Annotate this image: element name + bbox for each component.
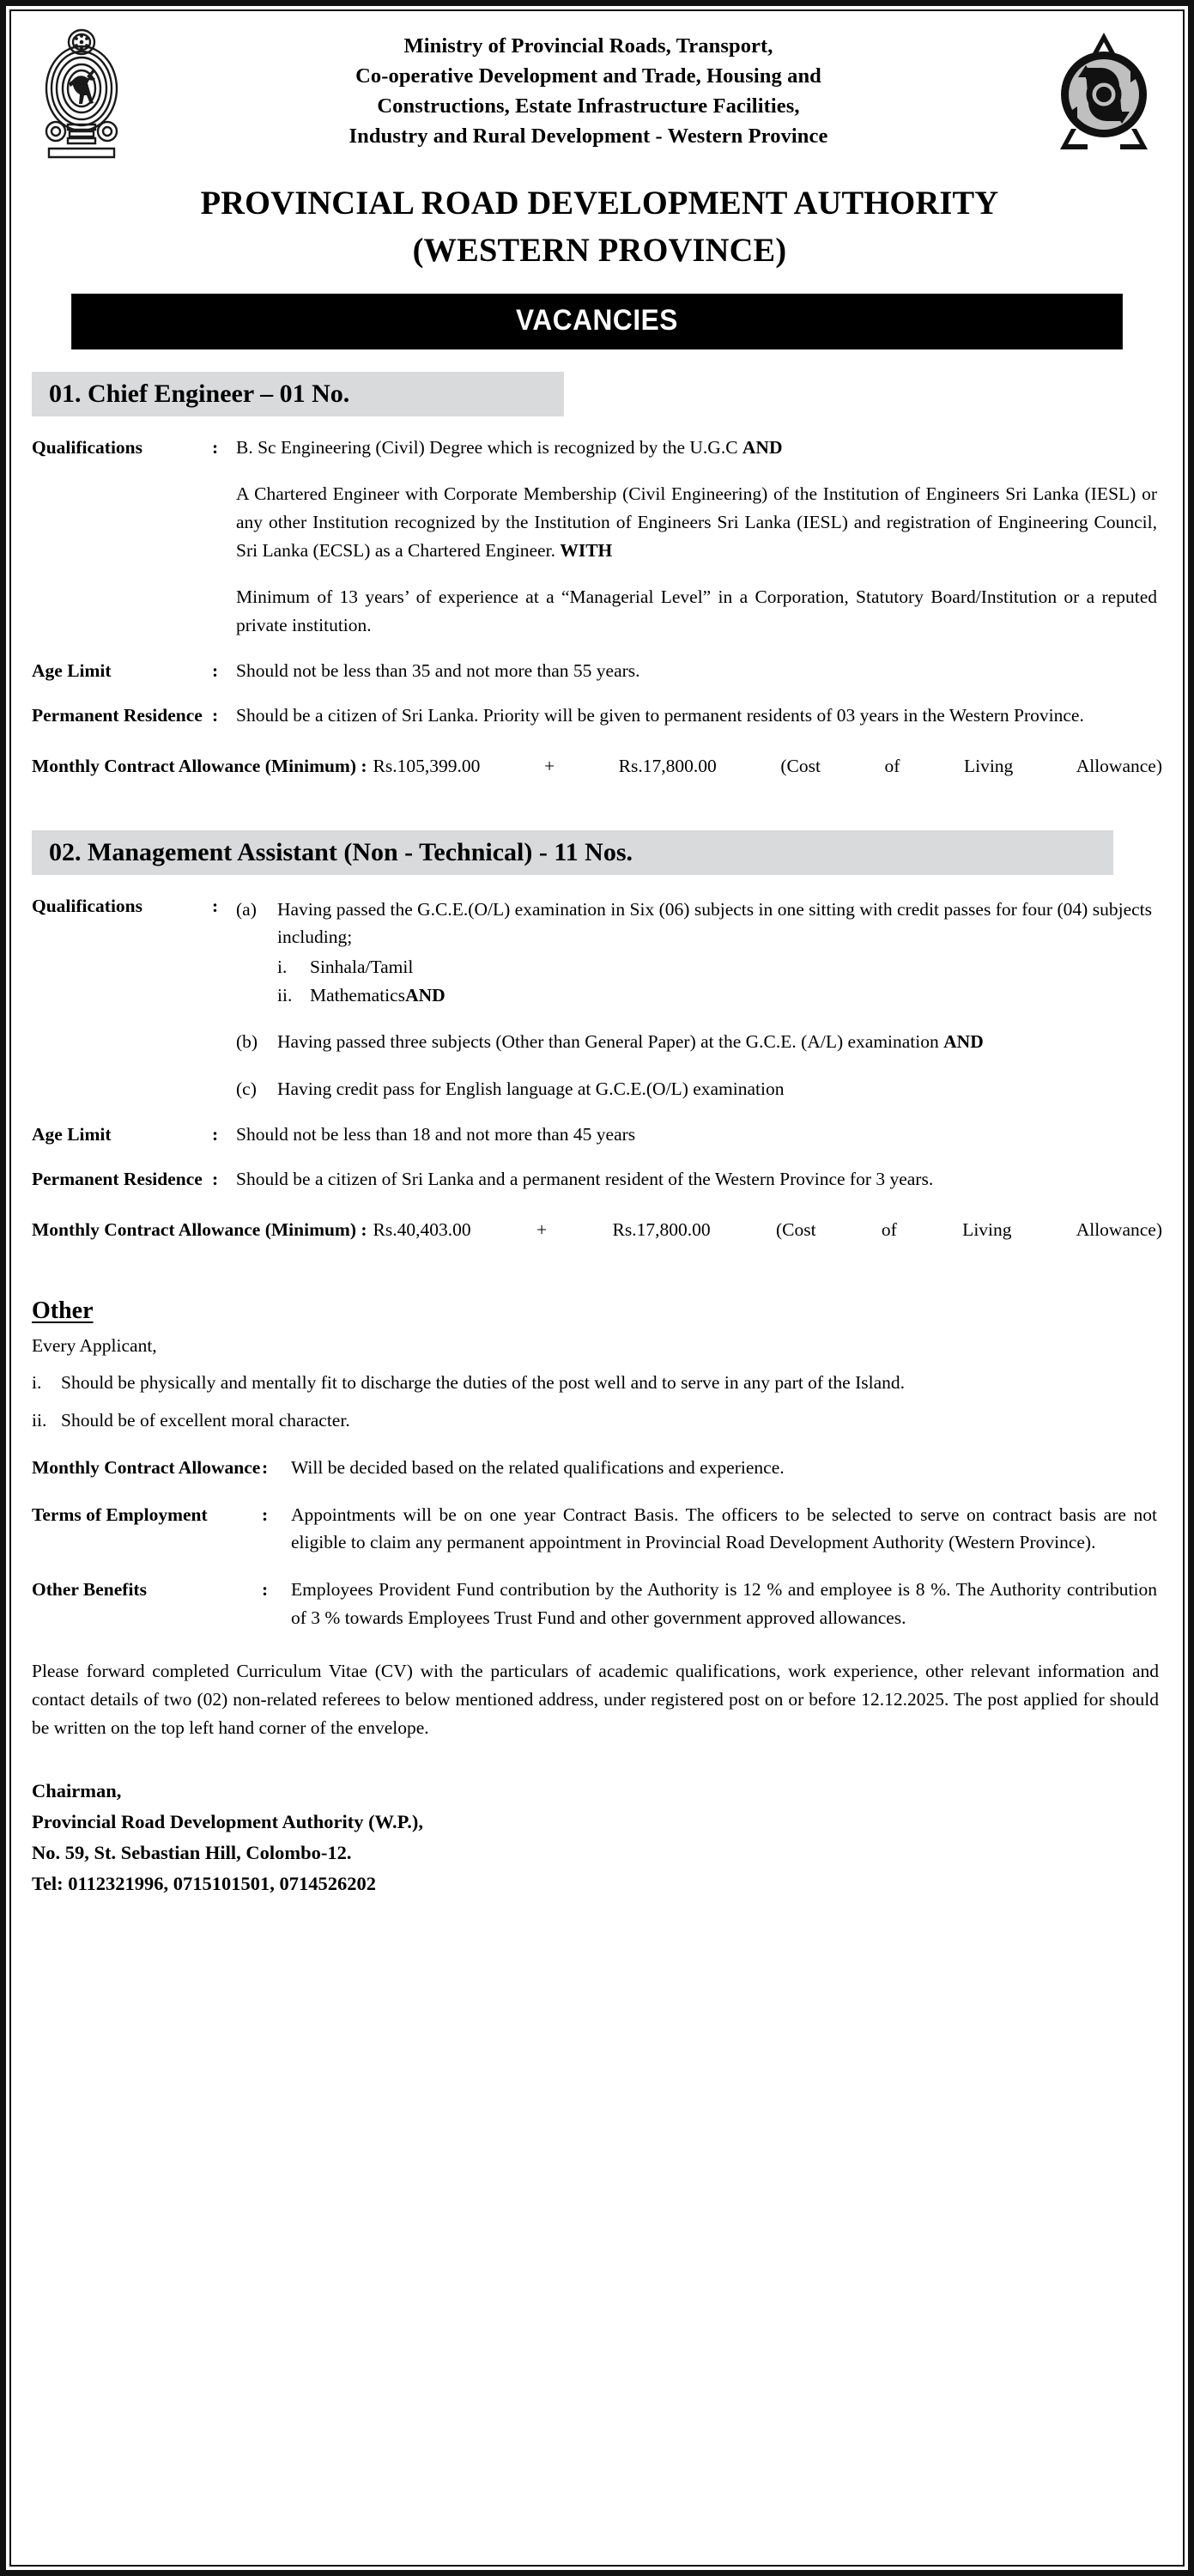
- post-2-qualifications-colon: :: [212, 895, 219, 916]
- post-2-qual-a-roman-ii-text: Mathematics: [310, 984, 406, 1005]
- notice-body: [30, 372, 1164, 1899]
- post-2-qual-c-text: Having credit pass for English language at G.C.E.(O/L) examination: [277, 1078, 785, 1099]
- post-1-qual-para-2-text: A Chartered Engineer with Corporate Membership (Civil Engineering) of the Institution of Engineers Sri Lanka (IESL) or any other Institution recognized by the Institution of Engineers Sri Lanka (IESL) and registration of Engineering Council, Sri Lanka (ECSL) as a Chartered Engineer.: [236, 483, 1157, 561]
- post-2-allowance-row: [32, 1216, 1162, 1272]
- vacancies-banner: VACANCIES: [71, 294, 1123, 349]
- post-2-qual-b-and: AND: [943, 1031, 984, 1053]
- other-benefits-label: Other Benefits: [32, 1578, 147, 1600]
- page-title: [39, 179, 1155, 275]
- signature-line-2: Provincial Road Development Authority (W.P.),: [32, 1811, 424, 1833]
- post-2-qualifications-value: [236, 892, 1162, 1103]
- post-2-residence-label: Permanent Residence: [32, 1169, 203, 1190]
- post-1-age-row: [32, 657, 1162, 685]
- post-2-qual-a-text: Having passed the G.C.E.(O/L) examination in Six (06) subjects in one sitting with credit passes for four (04) subjects including;: [277, 898, 1152, 948]
- post-2-allowance-label: Monthly Contract Allowance (Minimum) :: [32, 1219, 367, 1240]
- post-2-qual-a-roman-ii-mark: ii.: [277, 984, 293, 1005]
- post-1-age-value: Should not be less than 35 and not more than 55 years.: [236, 659, 640, 681]
- post-1-qualifications-label: Qualifications: [32, 436, 143, 458]
- post-1-residence-colon: :: [212, 705, 219, 726]
- post-1-qual-para-1-text: B. Sc Engineering (Civil) Degree which is recognized by the U.G.C: [236, 436, 742, 458]
- contact-phone-numbers: Tel: 0112321996, 0715101501, 0714526202: [32, 1873, 377, 1895]
- post-2-age-colon: :: [212, 1123, 219, 1145]
- post-2-qual-c: [236, 1075, 1157, 1103]
- post-1-allowance-label: Monthly Contract Allowance (Minimum) :: [32, 756, 367, 777]
- other-list-item-ii-mark: ii.: [32, 1410, 47, 1431]
- post-1-qual-para-2-with: WITH: [560, 539, 613, 561]
- other-list-item-ii-text: Should be of excellent moral character.: [61, 1410, 350, 1431]
- terms-of-employment-row: [32, 1501, 1162, 1557]
- terms-of-employment-value: Appointments will be on one year Contract Basis. The officers to be selected to serve on contract basis are not eligible to claim any permanent appointment in Provincial Road Development Authority (Western Province).: [291, 1504, 1157, 1553]
- other-list-item-i: [32, 1369, 1162, 1397]
- post-2-residence-colon: :: [212, 1169, 219, 1190]
- other-intro: Every Applicant,: [32, 1334, 157, 1356]
- other-list-item-i-mark: i.: [32, 1371, 42, 1393]
- post-2-qual-a: [236, 896, 1157, 1010]
- post-1-age-label: Age Limit: [32, 659, 112, 681]
- post-2-qual-c-mark: (c): [236, 1078, 257, 1099]
- post-2-qual-b-text: Having passed three subjects (Other than General Paper) at the G.C.E. (A/L) examination: [277, 1031, 944, 1053]
- post-1-qualifications-value: [236, 434, 1162, 640]
- post-2-heading: 02. Management Assistant (Non - Technical) - 11 Nos.: [32, 830, 1113, 875]
- ministry-name: [133, 32, 1044, 151]
- post-1-age-colon: :: [212, 659, 219, 681]
- signature-block: [32, 1776, 1162, 1899]
- post-2-qual-b-mark: (b): [236, 1031, 258, 1053]
- post-1-residence-value: Should be a citizen of Sri Lanka. Priority will be given to permanent residents of 03 years in the Western Province.: [236, 705, 1084, 726]
- post-1-residence-label: Permanent Residence: [32, 705, 203, 726]
- post-1-qual-para-1-and: AND: [742, 436, 783, 458]
- post-2-qual-a-roman-i: [277, 953, 1152, 981]
- other-applicant-list: [32, 1369, 1162, 1435]
- other-list-item-i-text: Should be physically and mentally fit to discharge the duties of the post well and to serve in any part of the Island.: [61, 1371, 906, 1393]
- post-2-qualifications-row: [32, 892, 1162, 1103]
- post-2-age-label: Age Limit: [32, 1123, 112, 1145]
- signature-line-3: No. 59, St. Sebastian Hill, Colombo-12.: [32, 1842, 352, 1864]
- post-1-residence-row: [32, 702, 1162, 730]
- masthead: [30, 11, 1164, 166]
- post-2-qual-a-body: [277, 896, 1157, 1010]
- post-2-residence-row: [32, 1165, 1162, 1194]
- post-1-qual-para-1: [236, 434, 1157, 462]
- post-1-qualifications-colon: :: [212, 436, 219, 458]
- other-allowance-label: Monthly Contract Allowance: [32, 1456, 261, 1478]
- post-2-age-value: Should not be less than 18 and not more than 45 years: [236, 1123, 636, 1145]
- post-2-qual-a-mark: (a): [236, 898, 257, 920]
- post-2-qual-a-roman-i-text: Sinhala/Tamil: [310, 956, 414, 977]
- ministry-line-1: Ministry of Provincial Roads, Transport,: [403, 34, 773, 58]
- authority-title-line1: PROVINCIAL ROAD DEVELOPMENT AUTHORITY: [200, 185, 999, 222]
- authority-title-line2: (WESTERN PROVINCE): [412, 232, 787, 270]
- post-2-qualifications-label: Qualifications: [32, 895, 143, 916]
- post-2-qual-a-romans: [277, 953, 1152, 1009]
- post-2-age-row: [32, 1121, 1162, 1149]
- sri-lanka-national-emblem-icon: [30, 23, 133, 161]
- other-allowance-colon: :: [262, 1456, 269, 1478]
- prda-circular-logo-icon: [1044, 27, 1164, 156]
- other-benefits-colon: :: [262, 1578, 269, 1600]
- other-list-item-ii: [32, 1406, 1162, 1435]
- application-instructions: Please forward completed Curriculum Vitae (CV) with the particulars of academic qualifications, work experience, other relevant information and contact details of two (02) non-related referees to below mentioned address, under registered post on or before 12.12.2025. The post applied for should be written on the top left hand corner of the envelope.: [32, 1661, 1159, 1738]
- other-benefits-value: Employees Provident Fund contribution by the Authority is 12 % and employee is 8 %. The Authority contribution of 3 % towards Employees Trust Fund and other government approved allowances.: [291, 1578, 1157, 1628]
- post-2-qual-b: [236, 1028, 1157, 1056]
- other-benefits-row: [32, 1576, 1162, 1631]
- post-2-residence-value: Should be a citizen of Sri Lanka and a permanent resident of the Western Province for 3 years.: [236, 1169, 934, 1190]
- ministry-line-3: Constructions, Estate Infrastructure Facilities,: [377, 94, 800, 118]
- post-2-qual-a-roman-ii-and: AND: [405, 984, 445, 1005]
- post-1-allowance-row: [32, 752, 1162, 808]
- terms-of-employment-colon: :: [262, 1504, 269, 1525]
- post-2-allowance-value: Rs.40,403.00 + Rs.17,800.00 (Cost of Living Allowance): [373, 1219, 1162, 1240]
- post-2-qual-a-roman-i-mark: i.: [277, 956, 288, 977]
- post-2-qual-b-body: [277, 1028, 1157, 1056]
- other-allowance-row: [32, 1454, 1162, 1482]
- post-1-qualifications-row: [32, 434, 1162, 640]
- other-allowance-value: Will be decided based on the related qualifications and experience.: [291, 1456, 785, 1478]
- ministry-line-4: Industry and Rural Development - Western Province: [349, 124, 828, 148]
- post-1-qual-para-3: Minimum of 13 years’ of experience at a “Managerial Level” in a Corporation, Statutory Board/Institution or a reputed private institution.: [236, 586, 1157, 636]
- post-1-heading: 01. Chief Engineer – 01 No.: [32, 372, 564, 416]
- post-1-qual-para-2: [236, 480, 1157, 564]
- vacancies-banner-wrap: [30, 294, 1164, 349]
- terms-of-employment-label: Terms of Employment: [32, 1504, 208, 1525]
- signature-line-1: Chairman,: [32, 1780, 122, 1802]
- post-1-allowance-value: Rs.105,399.00 + Rs.17,800.00 (Cost of Living Allowance): [373, 756, 1162, 777]
- ministry-line-2: Co-operative Development and Trade, Housing and: [355, 64, 821, 88]
- other-section-heading: Other: [32, 1297, 94, 1324]
- post-2-qual-a-roman-ii: [277, 981, 1152, 1010]
- page-inner-border: [9, 9, 1185, 2567]
